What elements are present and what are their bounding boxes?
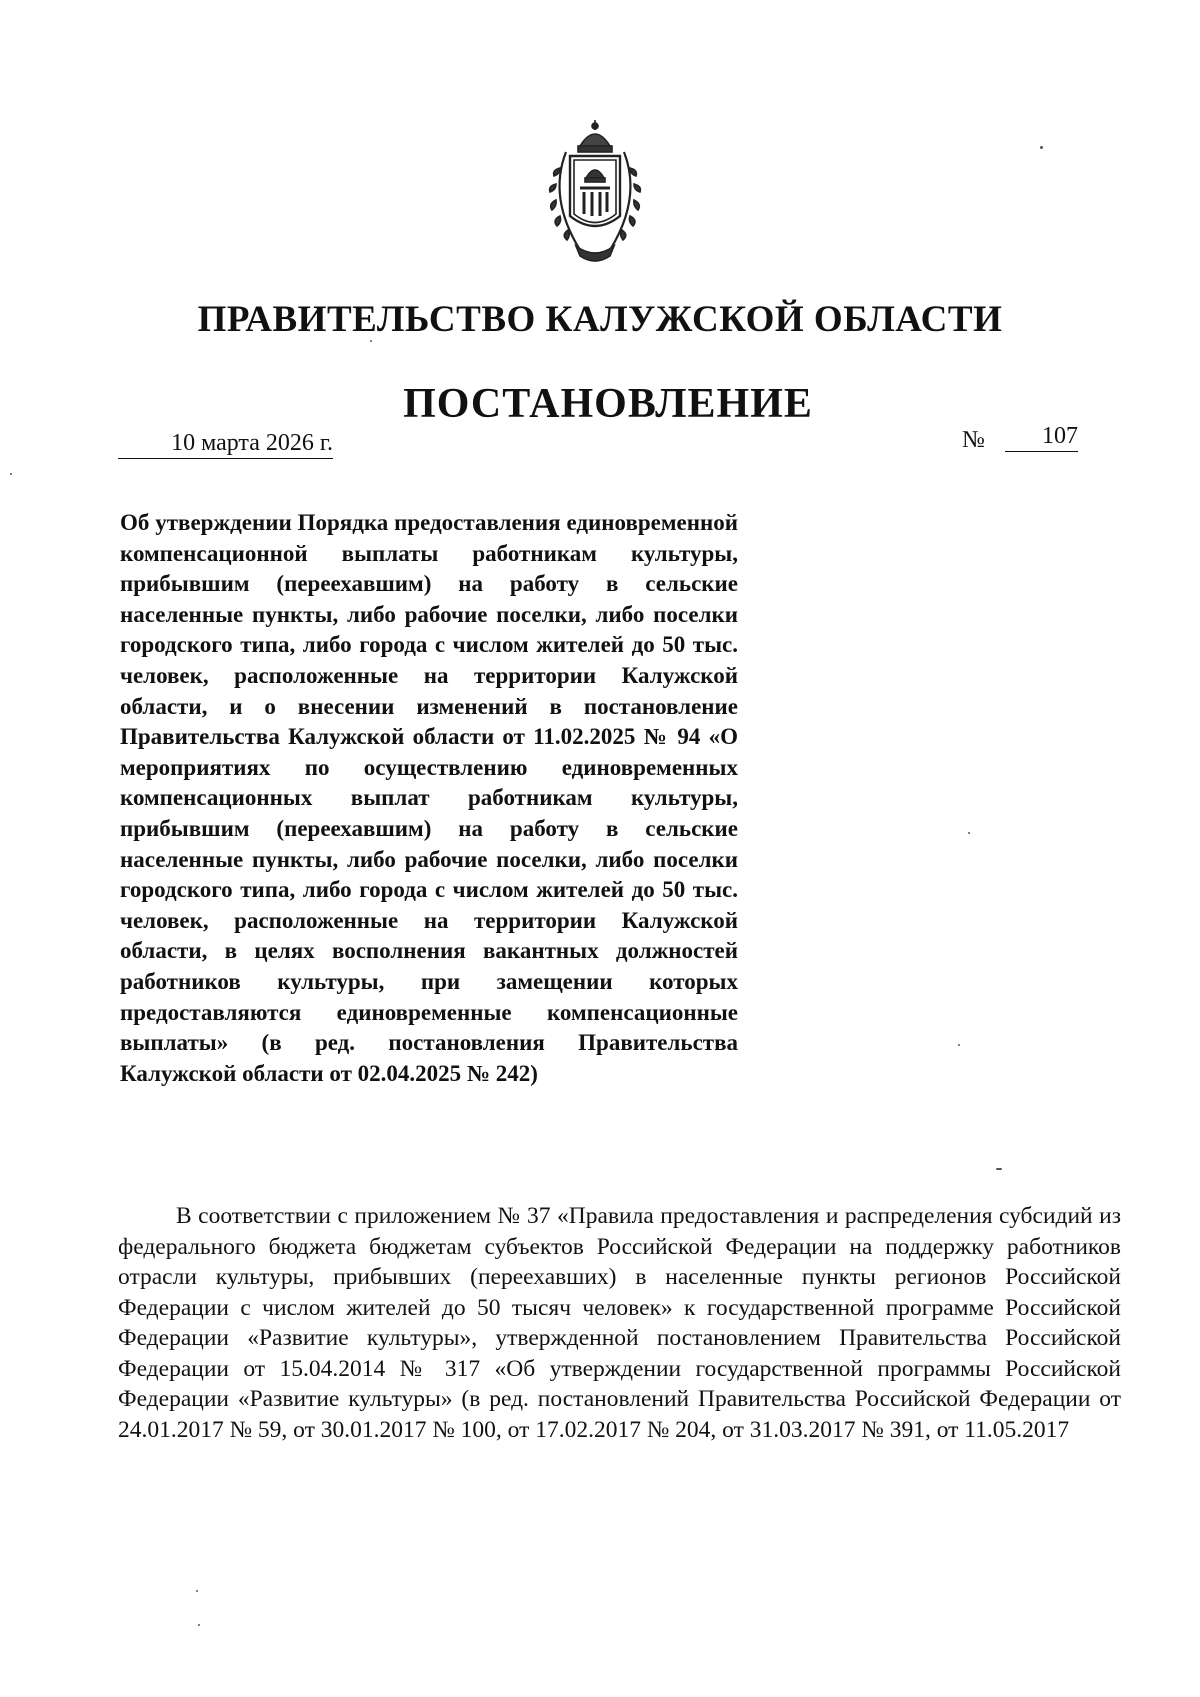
scan-speck [968, 832, 970, 834]
coat-of-arms-icon [540, 118, 650, 268]
document-type-title: ПОСТАНОВЛЕНИЕ [403, 381, 813, 427]
scan-speck [370, 340, 372, 342]
document-date: 10 марта 2026 г. [118, 429, 333, 459]
scan-speck [958, 1044, 960, 1046]
organization-title: ПРАВИТЕЛЬСТВО КАЛУЖСКОЙ ОБЛАСТИ [197, 299, 1003, 340]
body-paragraph: В соответствии с приложением № 37 «Правила предоставления и распределения субсидий из федерального бюджета бюджетам субъектов Российской Федерации на поддержку работников отрасли культуры, прибывших (переехавших) в населенные пункты регионов Российской Федерации с числом жителей до 50 тысяч человек» к государственной программе Российской Федерации «Развитие культуры», утвержденной постановлением Правительства Российской Федерации от 15.04.2014 № 317 «Об утверждении государственной программы Российской Федерации «Развитие культуры» (в ред. постановлений Правительства Российской Федерации от 24.01.2017 № 59, от 30.01.2017 № 100, от 17.02.2017 № 204, от 31.03.2017 № 391, от 11.05.2017 [118, 1203, 1121, 1443]
scan-speck [10, 473, 12, 475]
number-sign: № [962, 427, 985, 453]
scan-speck [196, 1590, 198, 1592]
scan-speck [1040, 146, 1043, 149]
document-subject: Об утверждении Порядка предоставления единовременной компенсационной выплаты работникам культуры, прибывшим (переехавшим) на работу в сельские населенные пункты, либо рабочие поселки, либо поселки городского типа, либо города с числом жителей до 50 тыс. человек, расположенные на территории Калужской области, и о внесении изменений в постановление Правительства Калужской области от 11.02.2025 № 94 «О мероприятиях по осуществлению единовременных компенсационных выплат работникам культуры, прибывшим (переехавшим) на работу в сельские населенные пункты, либо рабочие поселки, либо поселки городского типа, либо города с числом жителей до 50 тыс. человек, расположенные на территории Калужской области, в целях восполнения вакантных должностей работников культуры, при замещении которых предоставляются единовременные компенсационные выплаты» (в ред. постановления Правительства Калужской области от 02.04.2025 № 242) [120, 510, 738, 1086]
scan-speck [198, 1624, 200, 1626]
scan-speck [996, 1168, 1002, 1170]
number-value: 107 [1005, 421, 1078, 452]
